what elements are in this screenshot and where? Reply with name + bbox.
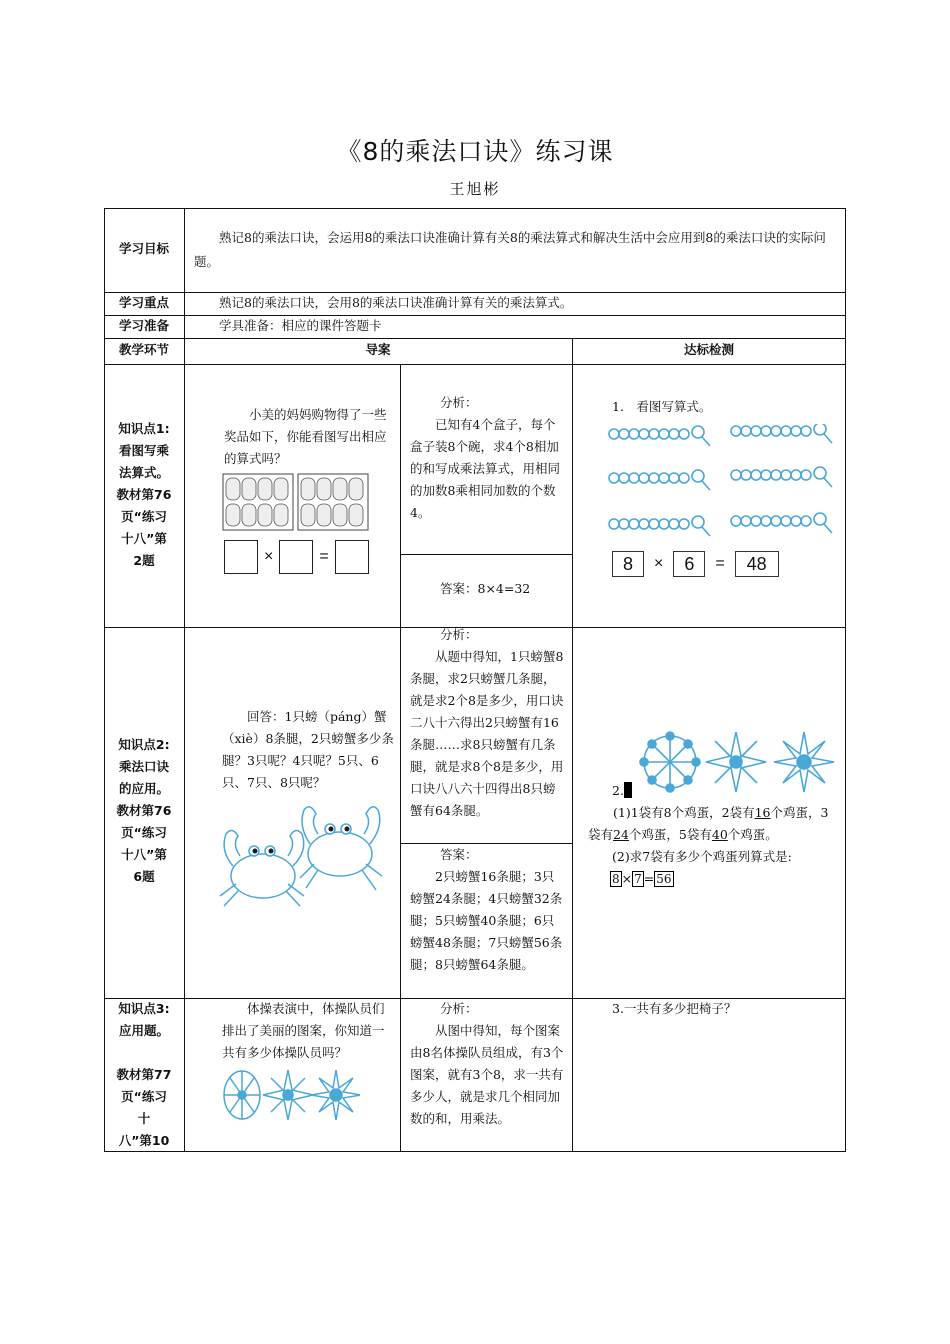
boxes-illustration [222,473,372,537]
page-title: 《8的乘法口诀》练习课 [336,137,614,166]
header-col3: 达标检测 [683,342,734,357]
k2-question: 回答：1只螃（páng）蟹（xiè）8条腿，2只螃蟹多少条腿？3只呢？4只呢？5只、6只、7只、8只呢？ [222,709,394,790]
header-col1: 教学环节 [118,342,169,357]
k3-analysis: 从图中得知，每个图案由8名体操队员组成，有3个图案，就有3个8，求一共有多少人，就是求几个相同加数的和，用乘法。 [410,1023,564,1126]
k2-analysis-title: 分析： [440,627,478,642]
snowflake-icon [220,1066,360,1128]
k1-blank-equation: × = [224,540,369,574]
blank-box[interactable] [279,540,313,574]
k1-check-title: 1. 看图写算式。 [612,399,712,414]
answer-box: 8 [612,551,644,577]
cursor-block [624,782,632,798]
blank-box[interactable] [224,540,258,574]
k1-label: 知识点1: 看图写乘 法算式。 教材第76 页“练习 十八”第 2题 [116,421,172,568]
answer-box: 6 [673,551,705,577]
answer-box: 48 [735,551,779,577]
header-col2: 导案 [365,342,391,357]
bead-string-icon [608,424,834,548]
lesson-table [104,208,846,1152]
k2-check-q1: (1)1袋有8个鸡蛋，2袋有16个鸡蛋，3袋有24个鸡蛋，5袋有40个鸡蛋。 [588,805,829,842]
k3-check: 3.一共有多少把椅子？ [612,1001,737,1016]
k1-check-equation: 8 × 6 = 48 [612,551,779,577]
k3-label: 知识点3: 应用题。 教材第77 页“练习 十 八”第10 [116,1001,172,1148]
author: 王旭彬 [449,180,501,198]
k3-question: 体操表演中，体操队员们排出了美丽的图案，你知道一共有多少体操队员吗？ [222,1001,385,1060]
snowflake-icon [638,728,838,802]
k2-check-q2: (2)求7袋有多少个鸡蛋列算式是: [612,849,792,864]
k2-check-equation: 8 × 7 = 56 [612,871,672,886]
blank-box[interactable] [335,540,369,574]
prep-text: 学具准备：相应的课件答题卡 [219,318,382,333]
focus-text: 熟记8的乘法口诀，会用8的乘法口诀准确计算有关的乘法算式。 [219,295,573,310]
k3-analysis-title: 分析： [440,1001,478,1016]
k1-question: 小美的妈妈购物得了一些奖品如下，你能看图写出相应的算式吗？ [224,407,387,466]
goal-label: 学习目标 [118,241,169,256]
k2-answer: 2只螃蟹16条腿；3只螃蟹24条腿；4只螃蟹32条腿；5只螃蟹40条腿；6只螃蟹48条腿；7只螃蟹56条腿；8只螃蟹64条腿。 [410,869,563,972]
crab-illustration [218,796,388,915]
k2-label: 知识点2: 乘法口诀 的应用。 教材第76 页“练习 十八”第 6题 [116,737,172,884]
k1-answer: 答案：8×4=32 [440,581,531,596]
focus-label: 学习重点 [118,295,169,310]
k1-analysis-title: 分析： [440,395,478,410]
k1-analysis: 已知有4个盒子，每个盒子装8个碗，求4个8相加的和写成乘法算式，用相同的加数8乘相同加数的个数4。 [410,417,561,520]
k2-check-num: 2. [612,780,632,802]
prep-label: 学习准备 [118,318,169,333]
k2-analysis: 从题中得知，1只螃蟹8条腿，求2只螃蟹几条腿，就是求2个8是多少，用口诀二八十六得出2只螃蟹有16条腿……求8只螃蟹有几条腿，就是求8个8是多少，用口诀八八六十四得出8只螃蟹有64条腿。 [410,649,564,818]
goal-text: 熟记8的乘法口诀，会运用8的乘法口诀准确计算有关8的乘法算式和解决生活中会应用到8的乘法口诀的实际问题。 [194,230,826,269]
k2-answer-title: 答案： [440,847,478,862]
